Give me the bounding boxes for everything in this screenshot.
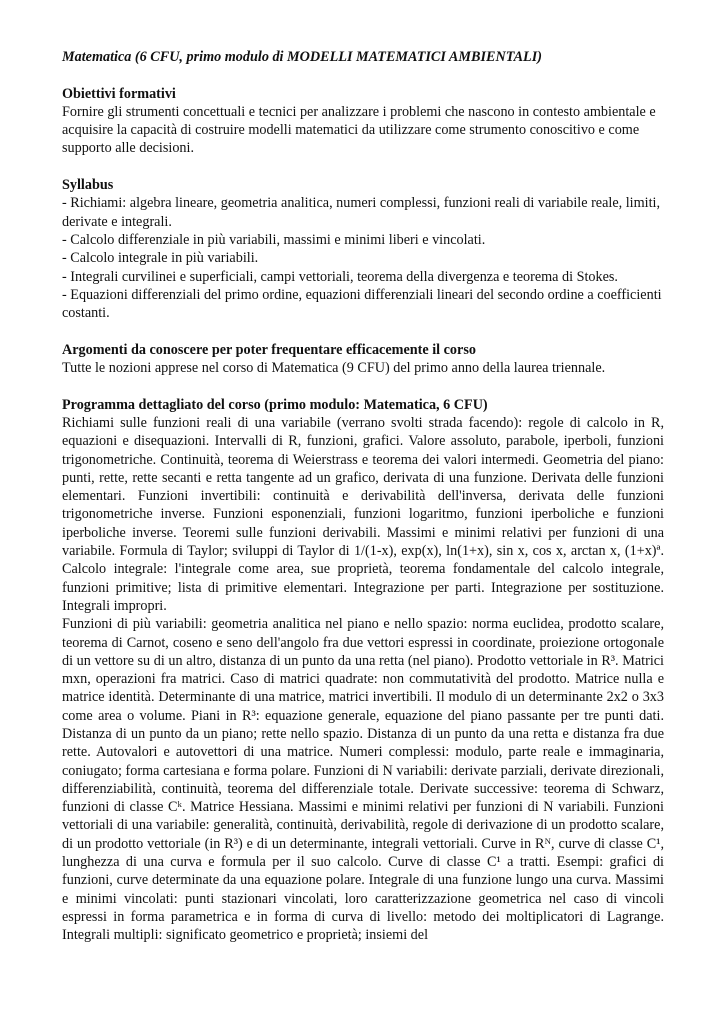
syllabus-item: - Calcolo integrale in più variabili. <box>62 250 259 267</box>
syllabus-item: - Richiami: algebra lineare, geometria analitica, numeri complessi, funzioni reali di variabile reale, limiti, derivate e integrali. <box>62 195 661 230</box>
prerequisites-heading: Argomenti da conoscere per poter frequentare efficacemente il corso <box>62 341 476 358</box>
objectives-section <box>62 85 664 158</box>
program-paragraph: Funzioni di più variabili: geometria analitica nel piano e nello spazio: norma euclidea, prodotto scalare, teorema di Carnot, coseno e seno dell'angolo fra due vettori espressi in coordinate, proiezione ortogonale di un vettore su di un altro, distanza di un punto da una retta (nel piano). Prodotto vettoriale in R³. Matrici mxn, operazioni fra matrici. Caso di matrici quadrate: non commutatività del prodotto. Matrice nulla e matrice identità. Determinante di una matrice, matrici invertibili. Il modulo di un determinante 2x2 o 3x3 come area o volume. Piani in R³: equazione generale, equazione del piano passante per tre punti dati. Distanza di un punto da un piano; rette nello spazio. Distanza di un punto da una retta e distanza fra due rette. Autovalori e autovettori di una matrice. Numeri complessi: modulo, parte reale e immaginaria, coniugato; forma cartesiana e forma polare. Funzioni di N variabili: derivate parziali, derivate direzionali, differenziabilità, continuità, teorema del differenziale totale. Derivate successive: teorema di Schwarz, funzioni di classe Cᵏ. Matrice Hessiana. Massimi e minimi relativi per funzioni di N variabili. Funzioni vettoriali di una variabile: generalità, continuità, derivabilità, regole di derivazione di un prodotto scalare, di un prodotto vettoriale (in R³) e di un determinante, integrali vettoriali. Curve in Rᴺ, curve di classe C¹, lunghezza di una curva e formula per il suo calcolo. Curve di classe C¹ a tratti. Esempi: grafici di funzioni, curve determinate da una equazione polare. Integrale di una funzione lungo una curva. Massimi e minimi vincolati: punti stazionari vincolati, loro caratterizzazione geometrica nel caso di vincoli espressi in forma parametrica e in forma di curva di livello: metodo dei moltiplicatori di Lagrange. Integrali multipli: significato geometrico e proprietà; insiemi del <box>62 616 664 944</box>
syllabus-item: - Integrali curvilinei e superficiali, campi vettoriali, teorema della divergenza e teorema di Stokes. <box>62 268 618 285</box>
program-heading: Programma dettagliato del corso (primo modulo: Matematica, 6 CFU) <box>62 396 488 413</box>
objectives-text: Fornire gli strumenti concettuali e tecnici per analizzare i problemi che nascono in contesto ambientale e acquisire la capacità di costruire modelli matematici da utilizzare come strumento conoscitivo e come supporto alle decisioni. <box>62 103 656 157</box>
prerequisites-section <box>62 341 664 378</box>
syllabus-item: - Calcolo differenziale in più variabili, massimi e minimi liberi e vincolati. <box>62 231 486 248</box>
syllabus-item: - Equazioni differenziali del primo ordine, equazioni differenziali lineari del secondo ordine a coefficienti costanti. <box>62 286 662 322</box>
objectives-heading: Obiettivi formativi <box>62 85 176 102</box>
syllabus-heading: Syllabus <box>62 177 114 194</box>
document-title: Matematica (6 CFU, primo modulo di MODELLI MATEMATICI AMBIENTALI) <box>62 49 542 65</box>
prerequisites-text: Tutte le nozioni apprese nel corso di Matematica (9 CFU) del primo anno della laurea triennale. <box>62 360 606 377</box>
document-page <box>62 48 664 963</box>
syllabus-section <box>62 176 664 322</box>
program-paragraph: Richiami sulle funzioni reali di una variabile (verrano svolti strada facendo): regole di calcolo in R, equazioni e disequazioni. Intervalli di R, funzioni, grafici. Valore assoluto, parabole, iperboli, funzioni trigonometriche. Continuità, teorema di Weierstrass e teorema dei valori intermedi. Geometria del piano: punti, rette, rette secanti e retta tangente ad un grafico, derivata di una funzione. Derivata delle funzioni elementari. Funzioni invertibili: continuità e derivabilità dell'inversa, derivata delle funzioni trigonometriche inverse. Funzioni esponenziali, funzioni logaritmo, funzioni iperboliche e funzioni iperboliche inverse. Teoremi sulle funzioni derivabili. Massimi e minimi relativi per funzioni di una variabile. Formula di Taylor; sviluppi di Taylor di 1/(1-x), exp(x), ln(1+x), sin x, cos x, arctan x, (1+x)ª. Calcolo integrale: l'integrale come area, sue proprietà, teorema fondamentale del calcolo integrale, funzioni primitive; lista di primitive elementari. Integrazione per parti. Integrazione per sostituzione. Integrali impropri. <box>62 414 664 614</box>
program-section <box>62 396 664 945</box>
